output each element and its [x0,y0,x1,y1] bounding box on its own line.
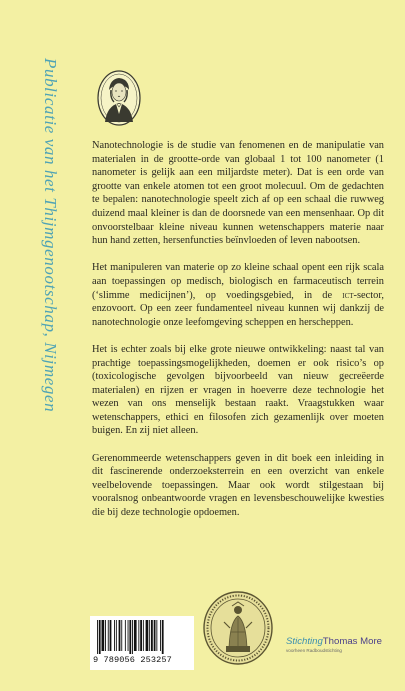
series-title-text: Publicatie van het Thijmgenootschap, Nijmegen [41,58,60,413]
isbn-number: 9 789056 253257 [93,655,172,665]
publisher-name-part-1: Stichting [286,636,323,647]
isbn-barcode [90,616,194,670]
blurb-paragraph-3: Het is echter zoals bij elke grote nieuwe ontwikkeling: naast tal van prachtige toepassingsmogelijkheden, doemen er ook risico’s op (toxicologische gevolgen bijvoorbeeld van nieuw gecreëerde materialen) en rijzen er vragen in hoeverre deze technologie het wezen van ons menselijk bestaan raakt. Vraagstukken waar wetenschappers, ethici en filosofen zich gezamenlijk over moeten buigen. En zij niet alleen. [92,343,384,437]
blurb-paragraph-1: Nanotechnologie is de studie van fenomenen en de manipulatie van materialen in de grootte-orde van globaal 1 tot 100 nanometer (1 nanometer is gelijk aan een miljardste meter). Dat is een orde van grootte van enkele atomen tot een groot molecuul. Om de gedachten te bepalen: nanotechnologie speelt zich af op een schaal die ruwweg duizend maal kleiner is dan de doorsnede van een mensenhaar. Op dit onvoorstelbaar kleine niveau kunnen wetenschappers materie naar hun hand zetten, hersenfuncties beïnvloeden of leven nabootsen. [92,140,384,247]
barcode-bars [95,620,189,654]
portrait-engraving-icon [97,70,141,126]
blurb-paragraph-2: Het manipuleren van materie op zo kleine schaal opent een rijk scala aan toepassingen op medisch, biologisch en farmaceutisch terrein (‘slimme medicijnen’), op voedingsgebied, in de ict-sector, enzovoort. Op een zeer fundamenteel niveau kunnen wij dankzij de nanotechnologie onze leefomgeving scheppen en herscheppen. [92,262,384,328]
publisher-subline: voorheen Radboudstichting [286,648,342,653]
blurb-paragraph-4: Gerenommeerde wetenschappers geven in dit boek een inleiding in dit fascinerende onderzoeksterrein en een overzicht van enkele veelbelovende toepassingen. Maar ook wordt stilgestaan bij vooralsnog onbeantwoorde vragen en levensbeschouwelijke kwesties die bij deze technologie opdoemen. [92,452,384,519]
blurb-text [92,139,384,520]
vertical-series-title [40,58,60,618]
publisher-logo [286,636,396,660]
publisher-name-part-2: Thomas More [322,636,382,647]
university-seal-icon [200,588,276,668]
